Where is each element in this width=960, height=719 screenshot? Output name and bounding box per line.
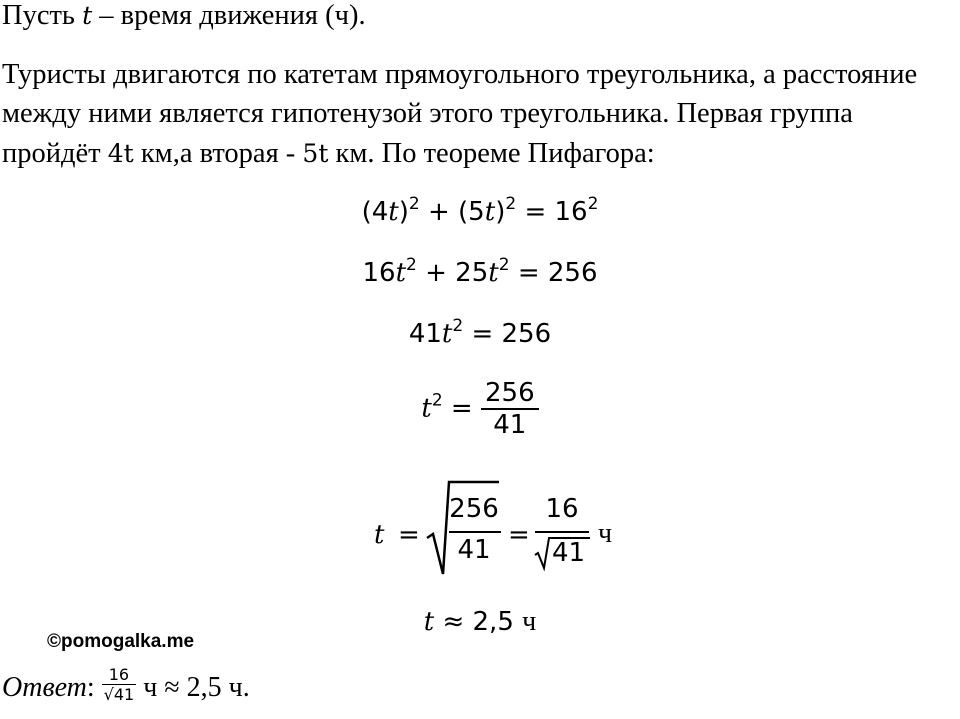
answer-fraction: $\frac{16}{√41}$ (103, 665, 135, 704)
answer-line (2, 665, 250, 704)
text-segment: км. По теореме Пифагора: (335, 138, 655, 169)
equation-6: t ≈ 2,5 ч (423, 606, 537, 637)
fraction-bar (449, 531, 501, 533)
eq5-unit: ч (598, 518, 613, 549)
intro-variable: t (82, 1, 93, 30)
eq5-num2: 16 (545, 494, 579, 524)
intro-prefix: Пусть (2, 0, 75, 31)
paragraph-line-3 (2, 134, 655, 174)
eq5-t: t (374, 520, 385, 550)
answer-colon: : (86, 672, 95, 703)
answer-label: Ответ (2, 672, 87, 703)
text-segment: пройдёт (2, 138, 101, 169)
equation-2: $16t^2 + 25t^2 = 256$ (362, 255, 598, 288)
paragraph-line-2: между ними является гипотенузой этого треугольника. Первая группа (2, 98, 853, 129)
watermark: ©pomogalka.me (47, 631, 195, 652)
fraction-bar (535, 531, 589, 533)
eq5-equals-1: = (398, 520, 420, 550)
eq5-equals-2: = (508, 520, 530, 550)
intro-line (2, 0, 366, 36)
intro-suffix: – время движения (ч). (99, 0, 366, 31)
math-5t: 5t (302, 139, 329, 168)
eq5-num1: 256 (449, 494, 499, 524)
paragraph-line-1: Туристы двигаются по катетам прямоугольного треугольника, а расстояние (2, 59, 918, 90)
equation-1: $(4t)^2 + (5t)^2 = 16^2$ (361, 194, 599, 227)
fraction-256-41: $\frac{256}{41}$ (481, 378, 539, 440)
math-4t: 4t (107, 139, 134, 168)
text-segment: км,а вторая - (140, 138, 296, 169)
eq5-den2: 41 (552, 538, 586, 568)
equation-4: $t^2$ = $\frac{256}{41}$ (0, 378, 960, 440)
answer-rest: ч ≈ 2,5 ч. (143, 672, 250, 703)
equation-3: $41t^2 = 256$ (408, 316, 552, 349)
eq5-den1: 41 (457, 535, 491, 565)
